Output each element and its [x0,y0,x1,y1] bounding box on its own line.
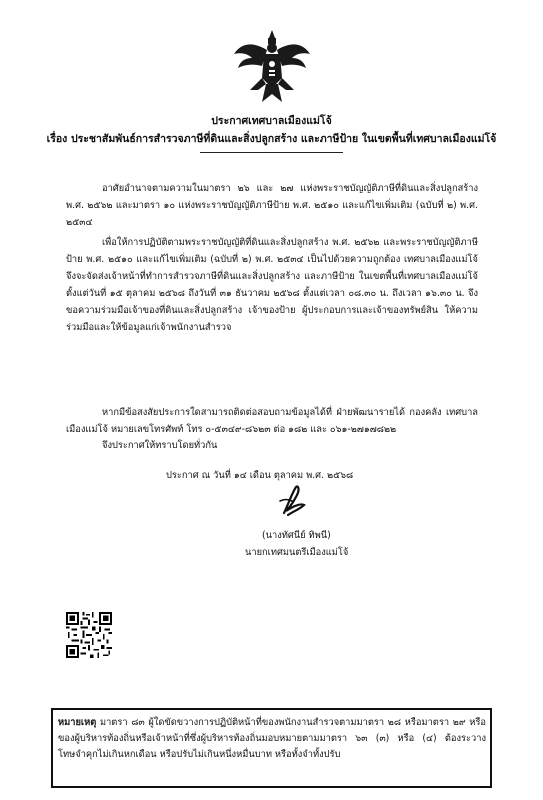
footnote-text [58,715,486,763]
paragraph-authority: อาศัยอำนาจตามความในมาตรา ๒๖ และ ๒๗ แห่งพระราชบัญญัติภาษีที่ดินและสิ่งปลูกสร้าง พ.ศ. ๒๕๖๒ และมาตรา ๑๐ แห่งพระราชบัญญัติภาษีป้าย พ.ศ. ๒๕๑๐ และแก้ไขเพิ่มเติม (ฉบับที่ ๒) พ.ศ. ๒๕๓๔ [66,183,478,228]
subject-label: เรื่อง [46,133,68,145]
announcement-subject [0,130,543,147]
paragraph-survey: เพื่อให้การปฏิบัติตามพระราชบัญญัติที่ดินและสิ่งปลูกสร้าง พ.ศ. ๒๕๖๒ และพระราชบัญญัติภาษีป้าย พ.ศ. ๒๕๑๐ และแก้ไขเพิ่มเติม (ฉบับที่ ๒) พ.ศ. ๒๕๓๔ เป็นไปด้วยความถูกต้อง เทศบาลเมืองแม่โจ้ จึงจะจัดส่งเจ้าหน้าที่ทำการสำรวจภาษีที่ดินและสิ่งปลูกสร้าง และภาษีป้าย ในเขตพื้นที่เทศบาลเมืองแม่โจ้ ตั้งแต่วันที่ ๑๕ ตุลาคม ๒๕๖๘ ถึงวันที่ ๓๑ ธันวาคม ๒๕๖๘ ตั้งแต่เวลา ๐๘.๓๐ น. ถึงเวลา ๑๖.๓๐ น. จึงขอความร่วมมือเจ้าของที่ดินและสิ่งปลูกสร้าง เจ้าของป้าย ผู้ประกอบการและเจ้าของทรัพย์สิน ให้ความร่วมมือและให้ข้อมูลแก่เจ้าพนักงานสำรวจ [66,237,478,333]
handwritten-signature-icon [274,483,308,519]
closing-line: จึงประกาศให้ทราบโดยทั่วกัน [102,440,218,451]
footnote-label: หมายเหตุ [58,717,97,728]
footnote-body: มาตรา ๘๓ ผู้ใดขัดขวางการปฏิบัติหน้าที่ของพนักงานสำรวจตามมาตรา ๒๘ หรือมาตรา ๒๙ หรือของผู้บริหารท้องถิ่นหรือเจ้าหน้าที่ซึ่งผู้บริหารท้องถิ่นมอบหมายตามมาตรา ๖๓ (๓) หรือ (๔) ต้องระวางโทษจำคุกไม่เกินหกเดือน หรือปรับไม่เกินหนึ่งหมื่นบาท หรือทั้งจำทั้งปรับ [58,717,486,760]
qr-code-icon [66,612,112,658]
garuda-emblem-icon [232,28,312,106]
title-divider [200,152,343,153]
signer-name: (นางทัศนีย์ ทิพนี) [262,530,331,541]
subject-text: ประชาสัมพันธ์การสำรวจภาษีที่ดินและสิ่งปลูกสร้าง และภาษีป้าย ในเขตพื้นที่เทศบาลเมืองแม่โจ้ [70,133,497,145]
announcement-title: ประกาศเทศบาลเมืองแม่โจ้ [211,115,332,127]
paragraph-contact: หากมีข้อสงสัยประการใดสามารถติดต่อสอบถามข้อมูลได้ที่ ฝ่ายพัฒนารายได้ กองคลัง เทศบาลเมืองแม่โจ้ หมายเลขโทรศัพท์ โทร ๐-๕๓๔๙-๘๖๒๓ ต่อ ๑๘๒ และ ๐๖๑-๒๗๑๗๘๒๒ [66,407,478,435]
announcement-date: ประกาศ ณ วันที่ ๑๔ เดือน ตุลาคม พ.ศ. ๒๕๖๘ [166,470,354,481]
signer-position: นายกเทศมนตรีเมืองแม่โจ้ [245,547,349,558]
